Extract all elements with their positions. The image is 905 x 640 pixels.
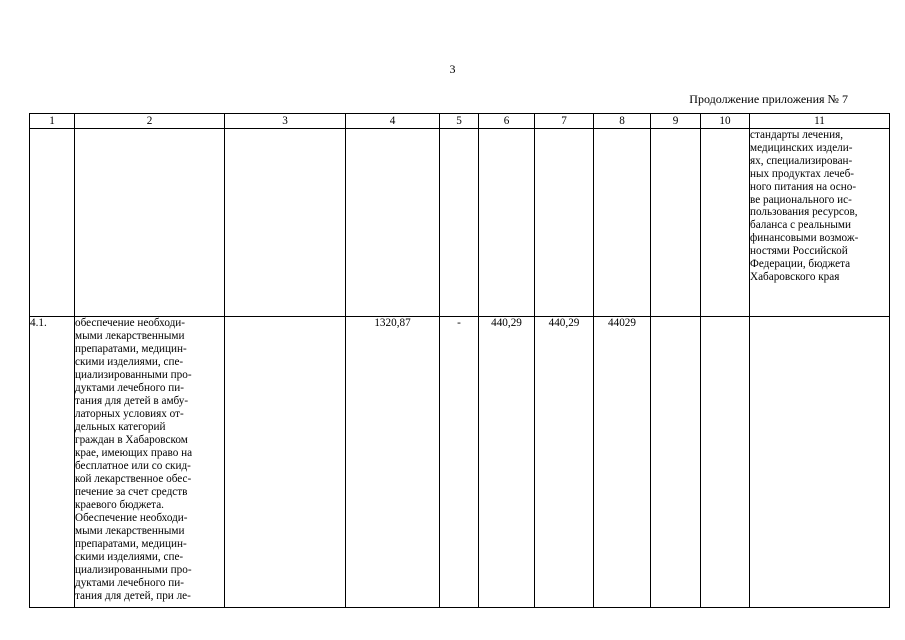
text-line: дуктами лечебного пи- [75, 577, 184, 589]
table-cell [651, 129, 701, 317]
table-cell [440, 129, 479, 317]
header-cell: 7 [535, 114, 594, 129]
header-cell: 2 [75, 114, 225, 129]
table-cell [479, 129, 535, 317]
table-row [30, 317, 890, 608]
text-line: тания для детей в амбу- [75, 395, 189, 407]
row-number: 4.1. [30, 317, 75, 608]
text-line: мыми лекарственными [75, 525, 185, 537]
text-line: препаратами, медицин- [75, 538, 187, 550]
measure-text-cell [75, 317, 225, 608]
text-line: ве рационального ис- [750, 193, 852, 206]
text-line: обеспечение необходи- [75, 317, 186, 329]
text-line: скими изделиями, спе- [75, 551, 184, 563]
appendix-table [29, 113, 890, 608]
text-line: крае, имеющих право на [75, 447, 193, 459]
header-cell: 5 [440, 114, 479, 129]
goal-text-cell [750, 129, 890, 317]
text-line: баланса с реальными [750, 219, 851, 232]
text-line: Федерации, бюджета [750, 258, 851, 271]
text-line: дельных категорий [75, 421, 166, 433]
text-line: препаратами, медицин- [75, 343, 187, 355]
page-number: 3 [449, 62, 456, 76]
header-cell: 8 [594, 114, 651, 129]
header-cell: 6 [479, 114, 535, 129]
text-line: пользования ресурсов, [750, 206, 858, 219]
text-line: медицинских издели- [750, 141, 853, 154]
table-cell [701, 317, 750, 608]
text-line: кой лекарственное обес- [75, 473, 192, 485]
table-cell [701, 129, 750, 317]
text-line: циализированными про- [75, 564, 192, 576]
text-line: тания для детей, при ле- [75, 590, 191, 602]
text-line: стандарты лечения, [750, 129, 844, 141]
text-line: Хабаровского края [750, 270, 840, 283]
table-cell [225, 129, 346, 317]
value-cell: 440,29 [479, 317, 535, 608]
text-line: дуктами лечебного пи- [75, 382, 184, 394]
table-cell [30, 129, 75, 317]
text-line: латорных условиях от- [75, 408, 184, 420]
table-cell [750, 317, 890, 608]
header-cell: 9 [651, 114, 701, 129]
table-cell [535, 129, 594, 317]
text-line: ного питания на осно- [750, 180, 857, 193]
value-cell: 1320,87 [346, 317, 440, 608]
table-header-row [30, 114, 890, 129]
table-row [30, 129, 890, 317]
text-line: бесплатное или со скид- [75, 460, 191, 472]
text-line: Обеспечение необходи- [75, 512, 188, 524]
table-cell [594, 129, 651, 317]
text-line: скими изделиями, спе- [75, 356, 184, 368]
header-cell: 11 [750, 114, 890, 129]
value-cell: 440,29 [535, 317, 594, 608]
text-line: ных продуктах лечеб- [750, 167, 854, 180]
text-line: циализированными про- [75, 369, 192, 381]
value-cell: - [440, 317, 479, 608]
text-line: ностями Российской [750, 245, 848, 258]
header-cell: 3 [225, 114, 346, 129]
continuation-title: Продолжение приложения № 7 [689, 92, 848, 106]
table-cell [346, 129, 440, 317]
text-line: граждан в Хабаровском [75, 434, 188, 446]
text-line: печение за счет средств [75, 486, 188, 498]
header-cell: 4 [346, 114, 440, 129]
table-cell [75, 129, 225, 317]
header-cell: 10 [701, 114, 750, 129]
text-line: финансовыми возмож- [750, 232, 859, 245]
value-cell: 44029 [594, 317, 651, 608]
text-line: краевого бюджета. [75, 499, 164, 511]
header-cell: 1 [30, 114, 75, 129]
text-line: ях, специализирован- [750, 154, 853, 167]
text-line: мыми лекарственными [75, 330, 185, 342]
table-cell [225, 317, 346, 608]
table-cell [651, 317, 701, 608]
